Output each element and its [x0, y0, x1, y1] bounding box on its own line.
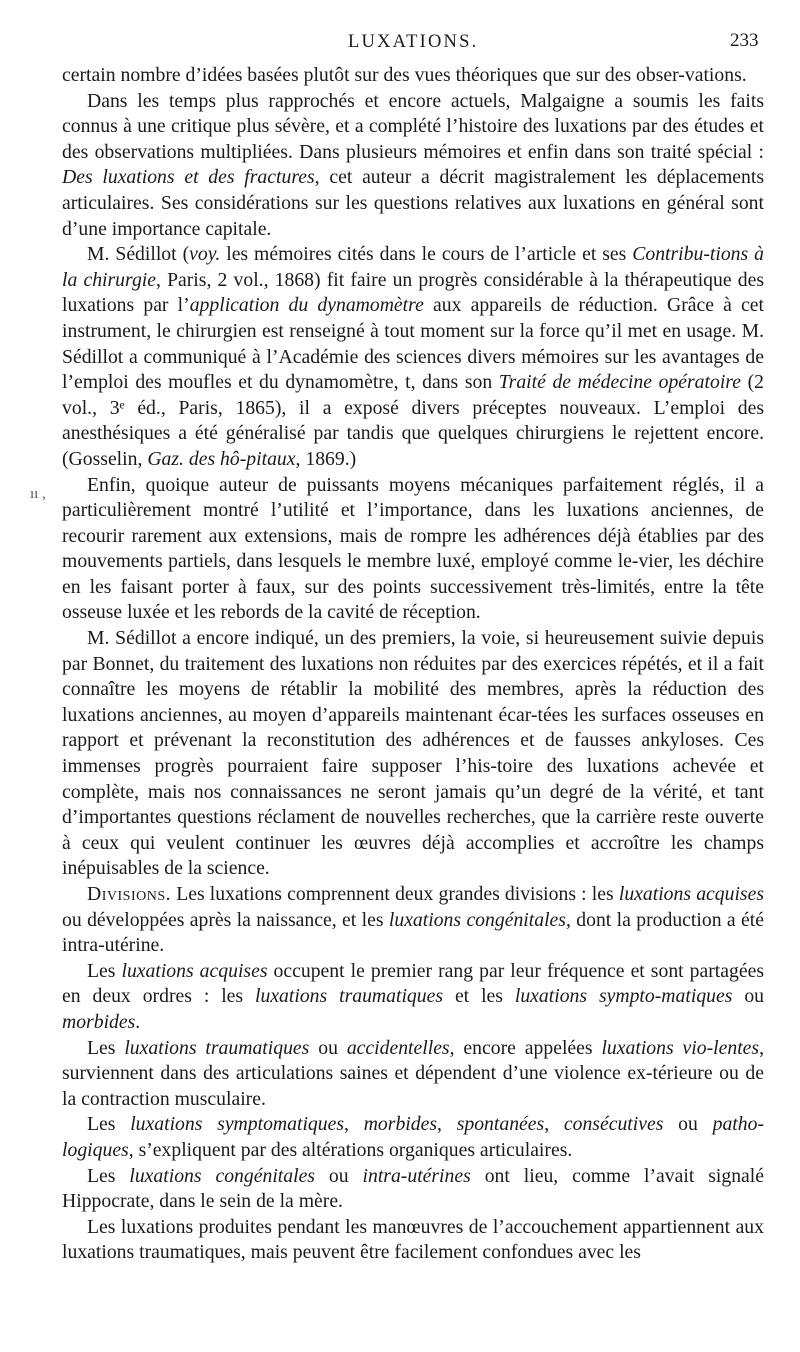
italic-text: morbides: [62, 1010, 136, 1033]
text-run: ,: [344, 1113, 364, 1136]
italic-text: luxations vio-lentes: [601, 1036, 760, 1059]
text-run: Enfin, quoique auteur de puissants moyens mécaniques parfaitement réglés, il a particulièrement montré l’utilité et l’importance, dans les luxations anciennes, de recourir rarement aux extensions, mais de rompre les adhérences déjà établies par des mouvements partiels, dans lesquels le membre luxé, employé comme le-vier, les déchire en les faisant porter à faux, sur des points successivement très-limités, entre la tête osseuse luxée et les rebords de la cavité de réception.: [62, 473, 764, 624]
paragraph: [62, 959, 764, 1036]
text-run: occupent le premier rang par leur fréquence et sont partagées en deux ordres : les: [62, 959, 764, 1008]
italic-text: luxations congénitales: [129, 1164, 315, 1187]
italic-text: luxations acquises: [121, 959, 268, 982]
running-header: [0, 28, 800, 52]
text-run: M. Sédillot a encore indiqué, un des premiers, la voie, si heureusement suivie depuis par Bonnet, du traitement des luxations non réduites par des exercices répétés, et il a fait connaître les moyens de rétablir la mobilité des membres, après la réduction des luxations anciennes, au moyen d’appareils maintenant écar-tées les surfaces osseuses en rapport et prévenant la reconstitution des adhérences et de fausses ankyloses. Ces immenses progrès pourraient faire supposer l’his-toire des luxations achevée et complète, mais nos connaissances ne seront jamais qu’un degré de la vérité, et tant d’importantes questions réclament de nouvelles recherches, que la carrière reste ouverte à ceux qui veulent continuer les œuvres déjà accomplies et accroître les champs inépuisables de la science.: [62, 627, 764, 880]
paragraph: [62, 1164, 764, 1215]
text-run: les mémoires cités dans le cours de l’article et ses: [220, 243, 633, 266]
italic-text: luxations acquises: [618, 883, 764, 905]
italic-text: spontanées: [456, 1113, 545, 1136]
page-number: 233: [730, 30, 759, 51]
paragraph: [62, 89, 764, 243]
text-run: , 1869.): [295, 447, 357, 470]
paragraph: [62, 1112, 764, 1163]
italic-text: consécutives: [563, 1113, 664, 1136]
text-run: , dont la production a été intra-utérine.: [62, 908, 764, 957]
text-run: (2 vol., 3ᵉ éd., Paris, 1865), il a exposé divers préceptes nouveaux. L’emploi des anesthésiques a été généralisé par tandis que quelques chirurgiens le rejettent encore. (Gosselin,: [62, 371, 764, 470]
italic-text: Contribu-tions à la chirurgie: [62, 243, 764, 291]
text-run: Les luxations comprennent deux grandes divisions : les: [171, 883, 619, 905]
text-run: M. Sédillot (: [87, 243, 190, 266]
italic-text: luxations traumatiques: [255, 985, 444, 1008]
paragraph: [62, 626, 764, 882]
text-run: Les: [87, 1164, 130, 1187]
text-run: ou: [732, 985, 764, 1008]
text-run: ,: [544, 1113, 564, 1136]
text-run: , surviennent dans des articulations saines et dépendent d’une violence ex-térieure ou de la contraction musculaire.: [62, 1036, 764, 1110]
italic-text: accidentelles: [346, 1036, 450, 1059]
text-run: , encore appelées: [449, 1036, 602, 1059]
paragraph: [62, 63, 764, 89]
text-run: Les luxations produites pendant les manœuvres de l’accouchement appartiennent aux luxations traumatiques, mais peuvent être facilement confondues avec les: [62, 1215, 764, 1264]
text-run: et les: [443, 985, 515, 1008]
italic-text: luxations traumatiques: [124, 1036, 310, 1059]
paragraph: [62, 473, 764, 627]
italic-text: luxations congénitales: [388, 908, 566, 931]
text-run: certain nombre d’idées basées plutôt sur des vues théoriques que sur des obser-vations.: [62, 64, 747, 86]
text-run: ,: [437, 1113, 457, 1136]
italic-text: Gaz. des hô-pitaux: [147, 447, 296, 470]
italic-text: intra-utérines: [362, 1164, 471, 1187]
text-run: Les: [87, 1113, 131, 1136]
paragraph: [62, 1036, 764, 1113]
text-run: ou: [663, 1113, 713, 1136]
text-run: , s’expliquent par des altérations organiques articulaires.: [128, 1138, 573, 1161]
italic-text: morbides: [363, 1113, 437, 1136]
italic-text: Des luxations et des fractures: [62, 166, 315, 189]
text-run: , cet auteur a décrit magistralement les déplacements articulaires. Ses considérations sur les questions relatives aux luxations en général sont d’une importance capitale.: [62, 166, 764, 240]
paragraph: [62, 882, 764, 959]
text-run: ont lieu, comme l’avait signalé Hippocrate, dans le sein de la mère.: [62, 1164, 764, 1213]
margin-mark: ıı ,: [30, 486, 46, 502]
body-text: [62, 63, 764, 1266]
text-run: Les: [87, 1036, 125, 1059]
section-heading: Divisions.: [87, 883, 172, 905]
italic-text: luxations sympto-matiques: [514, 985, 733, 1008]
italic-text: voy.: [189, 243, 221, 266]
text-run: ou développées après la naissance, et les: [62, 908, 389, 931]
text-run: Les: [87, 959, 122, 982]
italic-text: patho-logiques: [62, 1113, 764, 1161]
paragraph: [62, 242, 764, 472]
text-run: ou: [309, 1036, 347, 1059]
text-run: ou: [314, 1164, 363, 1187]
running-title: LUXATIONS.: [348, 32, 479, 52]
text-run: , Paris, 2 vol., 1868) fit faire un progrès considérable à la thérapeutique des luxations par l’: [62, 268, 764, 317]
italic-text: application du dynamomètre: [189, 294, 424, 317]
paragraph: [62, 1215, 764, 1266]
text-run: aux appareils de réduction. Grâce à cet instrument, le chirurgien est renseigné à tout moment sur la force qu’il met en usage. M. Sédillot a communiqué à l’Académie des sciences divers mémoires sur les avantages de l’emploi des moufles et du dynamomètre, t, dans son: [62, 294, 765, 394]
italic-text: luxations symptomatiques: [130, 1113, 345, 1136]
text-run: Dans les temps plus rapprochés et encore actuels, Malgaigne a soumis les faits connus à une critique plus sévère, et a complété l’histoire des luxations par des études et des observations multipliées. Dans plusieurs mémoires et enfin dans son traité spécial :: [62, 89, 764, 163]
italic-text: Traité de médecine opératoire: [498, 371, 741, 394]
text-run: .: [135, 1010, 141, 1033]
